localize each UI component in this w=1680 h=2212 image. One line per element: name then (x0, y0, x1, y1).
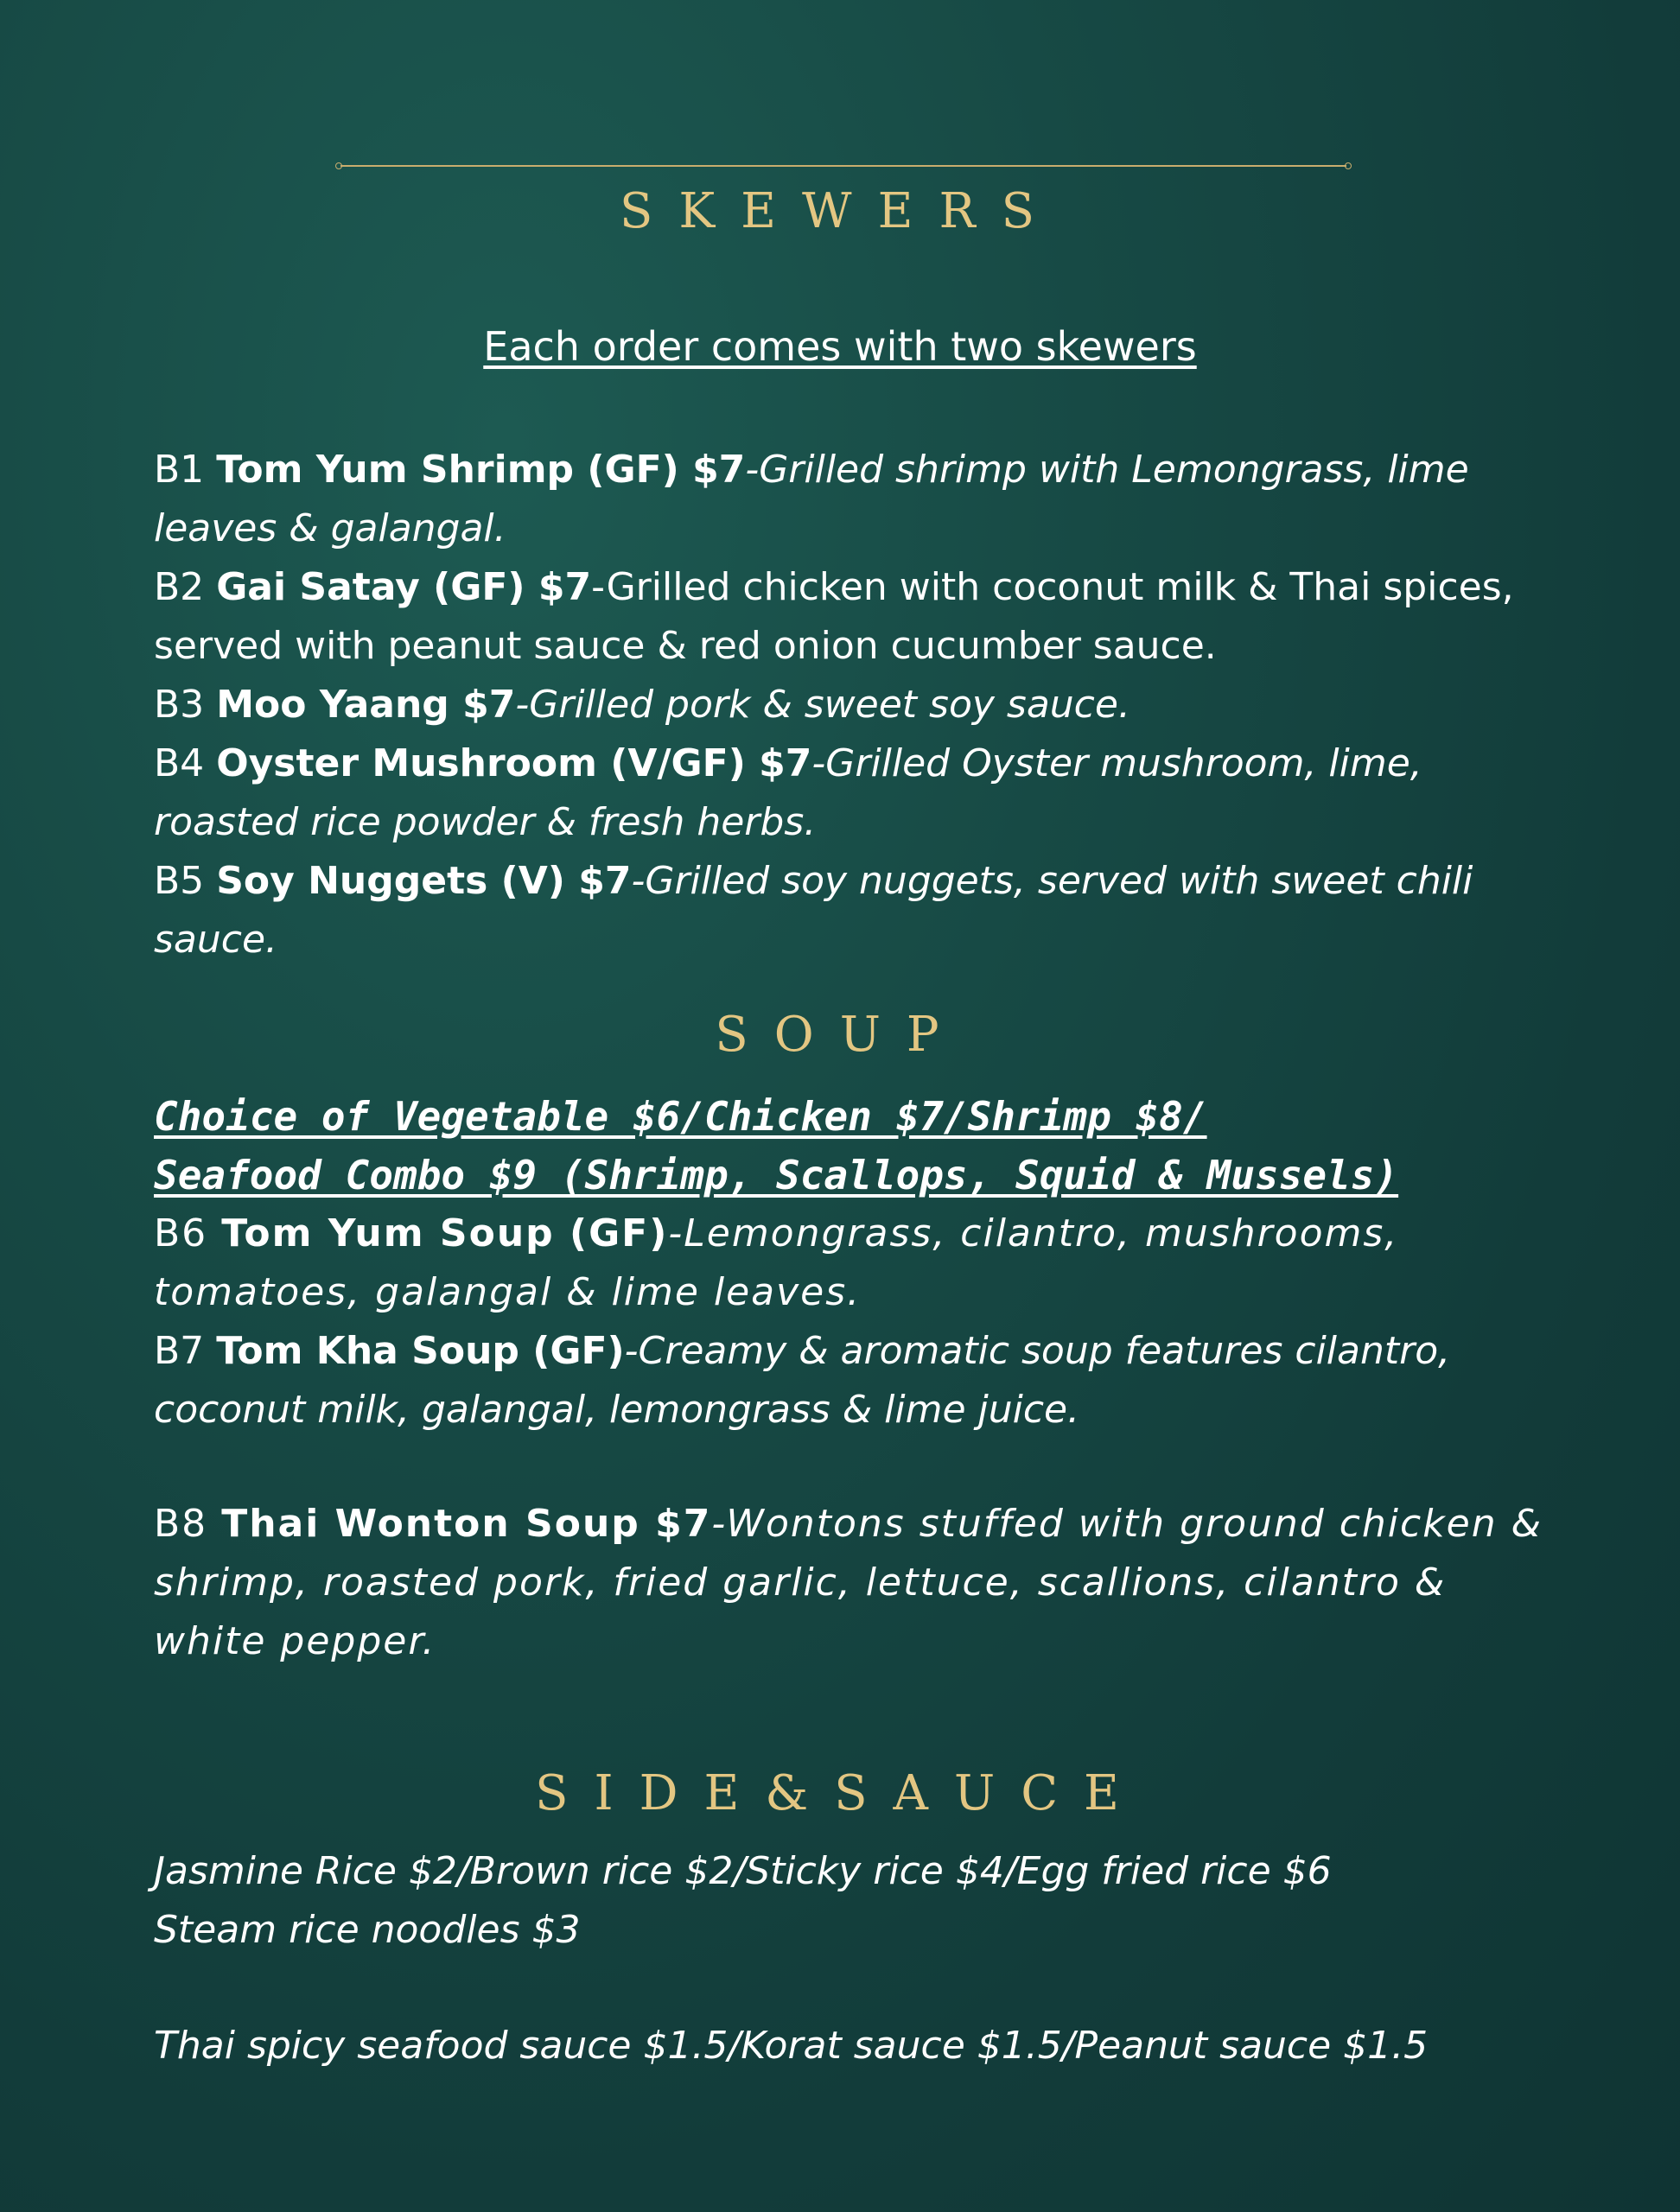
item-name: Oyster Mushroom (V/GF) $7 (216, 741, 812, 785)
item-description: -Grilled pork & sweet soy sauce. (515, 683, 1130, 727)
top-divider (335, 164, 1352, 168)
item-description: -Wontons stuffed with ground chicken & shrimp, roasted pork, fried garlic, lettuce, scallions, cilantro & white pepper. (154, 1502, 1543, 1663)
side-sauce-title: SIDE&SAUCE (535, 1765, 1145, 1821)
sides-line-1: Jasmine Rice $2/Brown rice $2/Sticky rice $4/Egg fried rice $6 (154, 1849, 1332, 1893)
menu-item-b8 (154, 1495, 1554, 1671)
item-name: Tom Yum Soup (GF) (221, 1211, 669, 1255)
item-description: -Lemongrass, cilantro, mushrooms, tomatoes, galangal & lime leaves. (154, 1211, 1399, 1314)
side-sauce-list (154, 1842, 1554, 2075)
item-description: -Grilled chicken with coconut milk & Thai spices, served with peanut sauce & red onion cucumber sauce. (154, 565, 1514, 668)
menu-item-b7 (154, 1322, 1554, 1440)
item-code: B5 (154, 859, 205, 903)
item-code: B8 (154, 1502, 208, 1546)
item-description: -Grilled shrimp with Lemongrass, lime leaves & galangal. (154, 448, 1469, 550)
menu-item-b5 (154, 852, 1554, 969)
sides-line-2: Steam rice noodles $3 (154, 1908, 581, 1952)
item-name: Soy Nuggets (V) $7 (216, 859, 632, 903)
menu-item-b3 (154, 676, 1554, 734)
item-code: B6 (154, 1211, 208, 1255)
item-code: B7 (154, 1329, 205, 1373)
divider-line (340, 165, 1346, 167)
menu-item-b1 (154, 441, 1554, 558)
soup-title: SOUP (715, 1007, 965, 1063)
item-name: Gai Satay (GF) $7 (216, 565, 592, 609)
item-description: -Grilled soy nuggets, served with sweet chili sauce. (154, 859, 1473, 962)
menu-item-b4 (154, 734, 1554, 852)
menu-item-b6 (154, 1205, 1554, 1322)
item-name: Moo Yaang $7 (216, 683, 516, 727)
soup-choice-line-1: Choice of Vegetable $6/Chicken $7/Shrimp $8/ (154, 1093, 1207, 1140)
divider-right-dot (1345, 162, 1352, 169)
item-code: B1 (154, 448, 205, 492)
item-code: B2 (154, 565, 205, 609)
item-description: -Grilled Oyster mushroom, lime, roasted rice powder & fresh herbs. (154, 741, 1422, 844)
skewers-title: SKEWERS (619, 183, 1061, 239)
item-name: Tom Yum Shrimp (GF) $7 (216, 448, 746, 492)
skewers-list (154, 441, 1554, 969)
soup-list (154, 1087, 1554, 1671)
item-description: -Creamy & aromatic soup features cilantro, coconut milk, galangal, lemongrass & lime juice. (154, 1329, 1451, 1432)
item-code: B4 (154, 741, 205, 785)
item-name: Thai Wonton Soup $7 (221, 1502, 712, 1546)
menu-item-b2 (154, 558, 1554, 676)
skewers-subtitle: Each order comes with two skewers (483, 323, 1197, 370)
item-code: B3 (154, 683, 205, 727)
item-name: Tom Kha Soup (GF) (216, 1329, 625, 1373)
sauces-line: Thai spicy seafood sauce $1.5/Korat sauce $1.5/Peanut sauce $1.5 (154, 2024, 1429, 2068)
soup-choice-line-2: Seafood Combo $9 (Shrimp, Scallops, Squid & Mussels) (154, 1152, 1399, 1198)
